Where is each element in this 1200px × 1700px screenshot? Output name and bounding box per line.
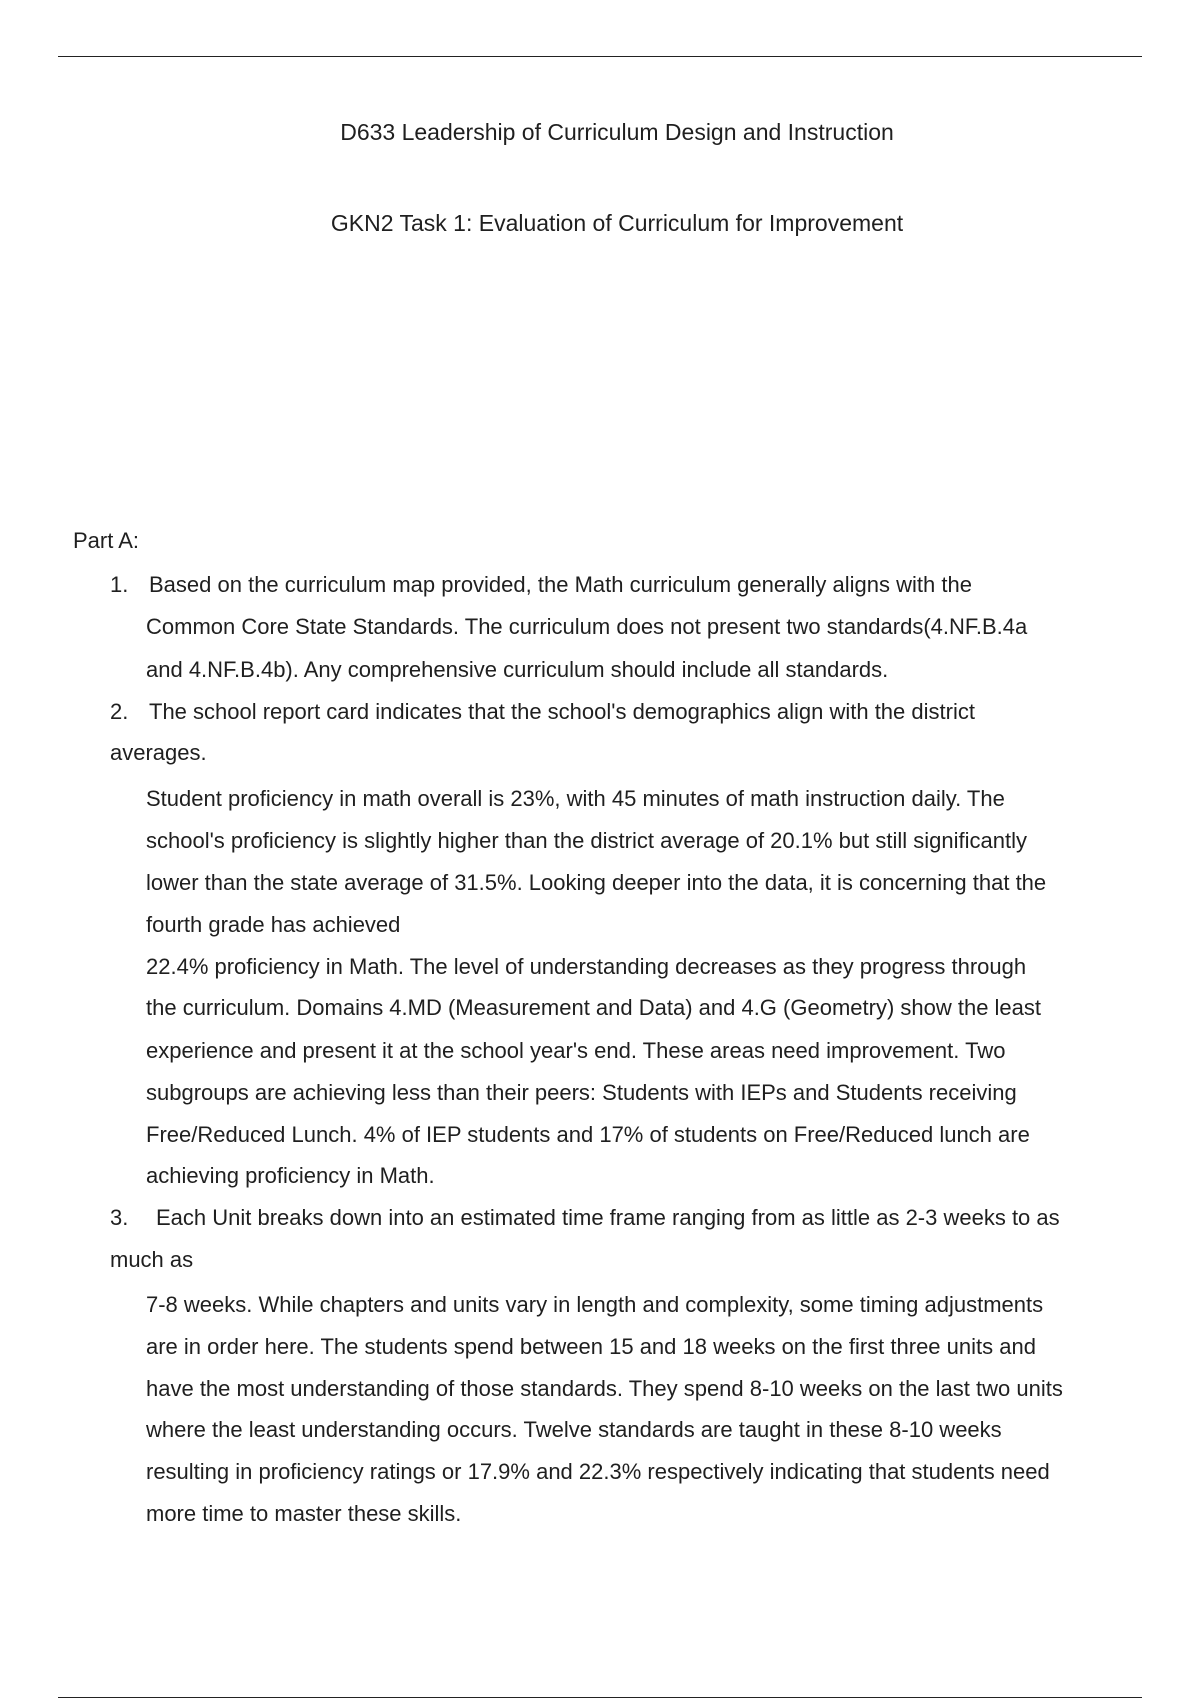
top-rule	[58, 56, 1142, 57]
item-2-paragraph-line: Student proficiency in math overall is 23%, with 45 minutes of math instruction daily. The	[146, 786, 1005, 811]
item-2-paragraph-line: 22.4% proficiency in Math. The level of understanding decreases as they progress through	[146, 954, 1027, 979]
item-2-line: The school report card indicates that the school's demographics align with the district	[149, 699, 975, 724]
item-3-paragraph-line: where the least understanding occurs. Twelve standards are taught in these 8-10 weeks	[146, 1417, 1002, 1442]
item-3-paragraph-line: more time to master these skills.	[146, 1501, 462, 1526]
item-3-paragraph-line: are in order here. The students spend between 15 and 18 weeks on the first three units and	[146, 1334, 1036, 1359]
item-3-number: 3.	[110, 1205, 129, 1230]
item-2-paragraph-line: achieving proficiency in Math.	[146, 1163, 435, 1188]
item-1-number: 1.	[110, 572, 129, 597]
item-2-paragraph-line: experience and present it at the school year's end. These areas need improvement. Two	[146, 1038, 1006, 1063]
item-2-paragraph-line: lower than the state average of 31.5%. Looking deeper into the data, it is concerning that the	[146, 870, 1047, 895]
course-title: D633 Leadership of Curriculum Design and Instruction	[340, 119, 894, 145]
item-2-number: 2.	[110, 699, 129, 724]
item-1-line: and 4.NF.B.4b). Any comprehensive curriculum should include all standards.	[146, 657, 889, 682]
item-1-line: Based on the curriculum map provided, the Math curriculum generally aligns with the	[149, 572, 972, 597]
item-3-paragraph-line: resulting in proficiency ratings or 17.9% and 22.3% respectively indicating that students need	[146, 1459, 1050, 1484]
item-2-paragraph-line: subgroups are achieving less than their peers: Students with IEPs and Students receiving	[146, 1080, 1017, 1105]
item-3-line: much as	[110, 1247, 194, 1272]
part-a-heading: Part A:	[73, 528, 140, 553]
item-3-line: Each Unit breaks down into an estimated time frame ranging from as little as 2-3 weeks to as	[156, 1205, 1060, 1230]
bottom-rule	[58, 1697, 1142, 1698]
item-2-line: averages.	[110, 740, 207, 765]
item-2-paragraph-line: school's proficiency is slightly higher than the district average of 20.1% but still significantly	[146, 828, 1027, 853]
item-3-paragraph-line: have the most understanding of those standards. They spend 8-10 weeks on the last two units	[146, 1376, 1063, 1401]
item-2-paragraph-line: the curriculum. Domains 4.MD (Measurement and Data) and 4.G (Geometry) show the least	[146, 995, 1042, 1020]
item-2-paragraph-line: fourth grade has achieved	[146, 912, 401, 937]
item-3-paragraph-line: 7-8 weeks. While chapters and units vary in length and complexity, some timing adjustments	[146, 1292, 1044, 1317]
task-title: GKN2 Task 1: Evaluation of Curriculum for Improvement	[330, 210, 904, 236]
item-2-paragraph-line: Free/Reduced Lunch. 4% of IEP students and 17% of students on Free/Reduced lunch are	[146, 1122, 1030, 1147]
item-1-line: Common Core State Standards. The curriculum does not present two standards(4.NF.B.4a	[146, 614, 1028, 639]
